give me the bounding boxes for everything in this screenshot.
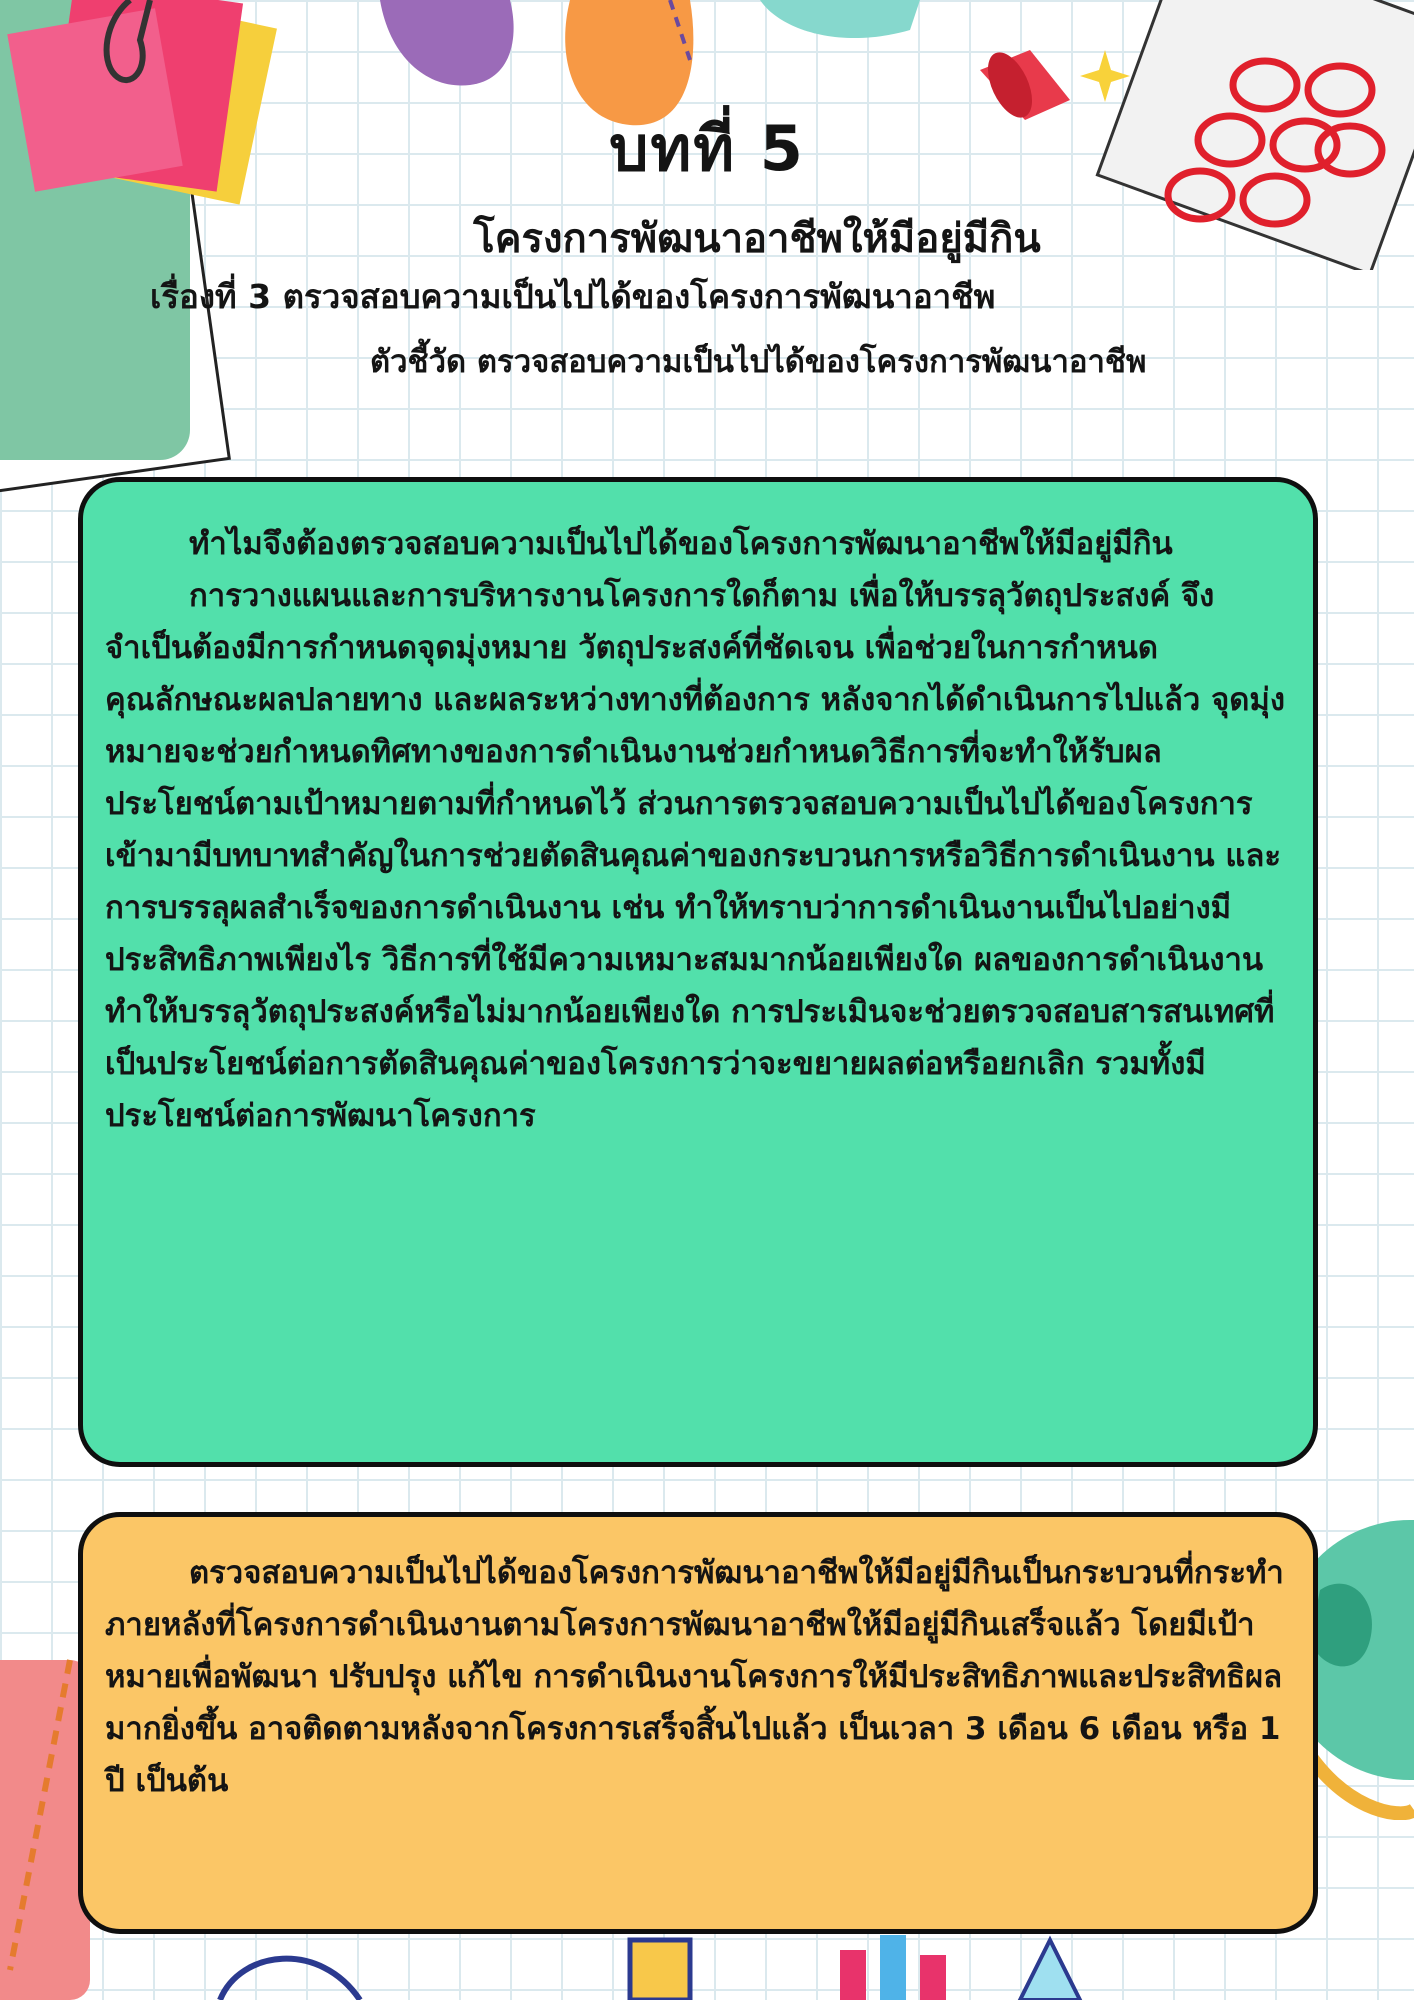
reason-box bbox=[78, 477, 1318, 1467]
followup-box bbox=[78, 1512, 1318, 1934]
school-supplies-icon bbox=[200, 1930, 1300, 2000]
indicator-line: ตัวชี้วัด ตรวจสอบความเป็นไปได้ของโครงการพัฒนาอาชีพ bbox=[370, 344, 1147, 380]
followup-text: ตรวจสอบความเป็นไปได้ของโครงการพัฒนาอาชีพให้มีอยู่มีกินเป็นกระบวนที่กระทำภายหลังที่โครงการดำเนินงานตามโครงการพัฒนาอาชีพให้มีอยู่มีกินเสร็จแล้ว โดยมีเป้าหมายเพื่อพัฒนา ปรับปรุง แก้ไข การดำเนินงานโครงการให้มีประสิทธิภาพและประสิทธิผลมากยิ่งขึ้น อาจติดตามหลังจากโครงการเสร็จสิ้นไปแล้ว เป็นเวลา 3 เดือน 6 เดือน หรือ 1 ปี เป็นต้น bbox=[105, 1555, 1284, 1799]
reason-question: ทำไมจึงต้องตรวจสอบความเป็นไปได้ของโครงการพัฒนาอาชีพให้มีอยู่มีกิน bbox=[189, 526, 1173, 562]
project-title: โครงการพัฒนาอาชีพให้มีอยู่มีกิน bbox=[473, 216, 1041, 262]
topic-title: เรื่องที่ 3 ตรวจสอบความเป็นไปได้ของโครงการพัฒนาอาชีพ bbox=[150, 277, 996, 316]
chapter-title: บทที่ 5 bbox=[609, 112, 805, 185]
reason-answer: การวางแผนและการบริหารงานโครงการใดก็ตาม เพื่อให้บรรลุวัตถุประสงค์ จึงจำเป็นต้องมีการกำหนดจุดมุ่งหมาย วัตถุประสงค์ที่ชัดเจน เพื่อช่วยในการกำหนดคุณลักษณะผลปลายทาง และผลระหว่างทางที่ต้องการ หลังจากได้ดำเนินการไปแล้ว จุดมุ่งหมายจะช่วยกำหนดทิศทางของการดำเนินงานช่วยกำหนดวิธีการที่จะทำให้รับผลประโยชน์ตามเป้าหมายตามที่กำหนดไว้ ส่วนการตรวจสอบความเป็นไปได้ของโครงการเข้ามามีบทบาทสำคัญในการช่วยตัดสินคุณค่าของกระบวนการหรือวิธีการดำเนินงาน และการบรรลุผลสำเร็จของการดำเนินงาน เช่น ทำให้ทราบว่าการดำเนินงานเป็นไปอย่างมีประสิทธิภาพเพียงไร วิธีการที่ใช้มีความเหมาะสมมากน้อยเพียงใด ผลของการดำเนินงานทำให้บรรลุวัตถุประสงค์หรือไม่มากน้อยเพียงใด การประเมินจะช่วยตรวจสอบสารสนเทศที่เป็นประโยชน์ต่อการตัดสินคุณค่าของโครงการว่าจะขยายผลต่อหรือยกเลิก รวมทั้งมีประโยชน์ต่อการพัฒนาโครงการ bbox=[105, 578, 1285, 1134]
